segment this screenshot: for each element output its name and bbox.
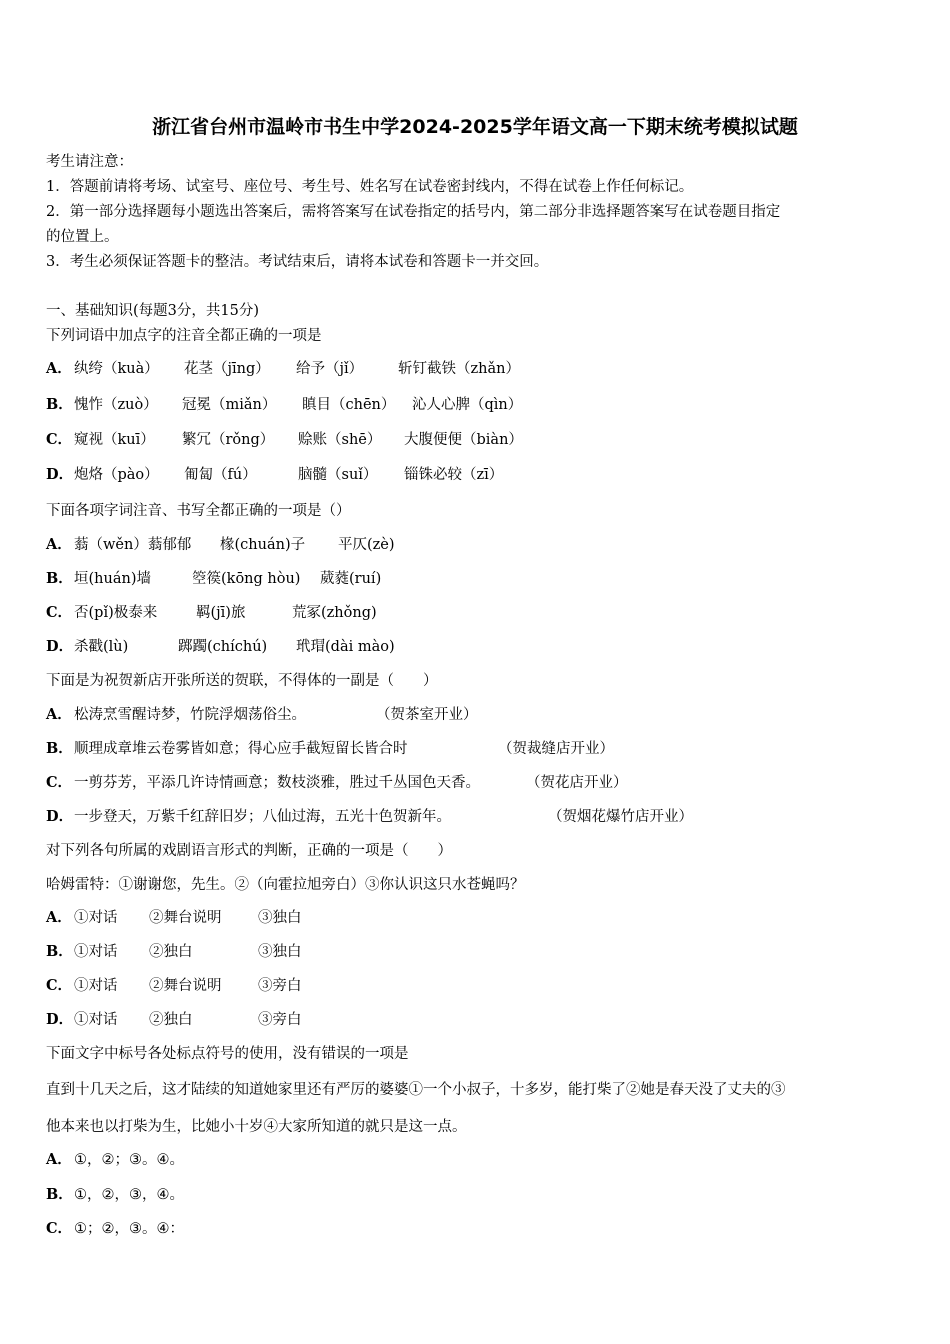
option-d: D． 一步登天，万紫千红辞旧岁；八仙过海，五光十色贺新年。 （贺烟花爆竹店开业）	[46, 808, 693, 825]
question-stem: 下列词语中加点字的注音全都正确的一项是	[46, 328, 322, 344]
option-b: B． 垣(huán)墙 箜篌(kōng hòu) 葳蕤(ruí)	[46, 570, 382, 587]
notice-item: 2．第一部分选择题每小题选出答案后，需将答案写在试卷指定的括号内，第二部分非选择题答案写在试卷题目指定	[46, 204, 781, 220]
option-b: B． ①，②，③，④。	[46, 1186, 184, 1203]
question-context: 哈姆雷特：①谢谢您，先生。②（向霍拉旭旁白）③你认识这只水苍蝇吗？	[46, 877, 525, 893]
notice-item: 的位置上。	[46, 229, 119, 245]
notice-header: 考生请注意：	[46, 154, 133, 170]
option-b: B． 顺理成章堆云卷雾皆如意；得心应手截短留长皆合时 （贺裁缝店开业）	[46, 740, 614, 757]
option-b: B． ①对话 ②独白 ③独白	[46, 943, 302, 960]
option-a: A． 蓊（wěn）蓊郁郁 椽(chuán)子 平仄(zè)	[46, 536, 395, 553]
notice-item: 3．考生必须保证答题卡的整洁。考试结束后，请将本试卷和答题卡一并交回。	[46, 254, 549, 270]
notice-item: 1．答题前请将考场、试室号、座位号、考生号、姓名写在试卷密封线内，不得在试卷上作任何标记。	[46, 179, 694, 195]
option-c: C． 窥视（kuī） 繁冗（rǒng） 赊账（shē） 大腹便便（biàn）	[46, 431, 523, 448]
passage-line: 他本来也以打柴为生，比她小十岁④大家所知道的就只是这一点。	[46, 1119, 467, 1135]
option-d: D． 炮烙（pào） 匍匐（fú） 脑髓（suǐ） 锱铢必较（zī）	[46, 466, 504, 483]
option-b: B． 愧怍（zuò） 冠冕（miǎn） 瞋目（chēn） 沁人心脾（qìn）	[46, 396, 523, 413]
section-heading: 一、基础知识(每题3分，共15分)	[46, 303, 259, 319]
option-d: D． ①对话 ②独白 ③旁白	[46, 1011, 302, 1028]
option-a: A． 松涛烹雪醒诗梦，竹院浮烟荡俗尘。 （贺茶室开业）	[46, 706, 478, 723]
question-stem: 下面各项字词注音、书写全都正确的一项是（）	[46, 503, 351, 519]
option-c: C． 一剪芬芳，平添几许诗情画意；数枝淡雅，胜过千丛国色天香。 （贺花店开业）	[46, 774, 628, 791]
question-stem: 下面文字中标号各处标点符号的使用，没有错误的一项是	[46, 1046, 409, 1062]
option-c: C． 否(pǐ)极泰来 羁(jī)旅 荒冢(zhǒng)	[46, 604, 377, 621]
option-a: A． ①对话 ②舞台说明 ③独白	[46, 909, 302, 926]
passage-line: 直到十几天之后，这才陆续的知道她家里还有严厉的婆婆①一个小叔子，十多岁，能打柴了②她是春天没了丈夫的③	[46, 1082, 786, 1098]
option-a: A． 纨绔（kuà） 花茎（jīng） 给予（jǐ） 斩钉截铁（zhǎn）	[46, 360, 520, 377]
option-c: C． ①对话 ②舞台说明 ③旁白	[46, 977, 302, 994]
option-c: C． ①；②，③。④：	[46, 1220, 184, 1237]
question-stem: 下面是为祝贺新店开张所送的贺联，不得体的一副是（ ）	[46, 673, 438, 689]
option-a: A． ①，②；③。④。	[46, 1151, 184, 1168]
page-title: 浙江省台州市温岭市书生中学2024-2025学年语文高一下期末统考模拟试题	[152, 116, 798, 138]
question-stem: 对下列各句所属的戏剧语言形式的判断，正确的一项是（ ）	[46, 843, 452, 859]
option-d: D． 杀戳(lù) 踯躅(chíchú) 玳瑁(dài mào)	[46, 638, 395, 655]
